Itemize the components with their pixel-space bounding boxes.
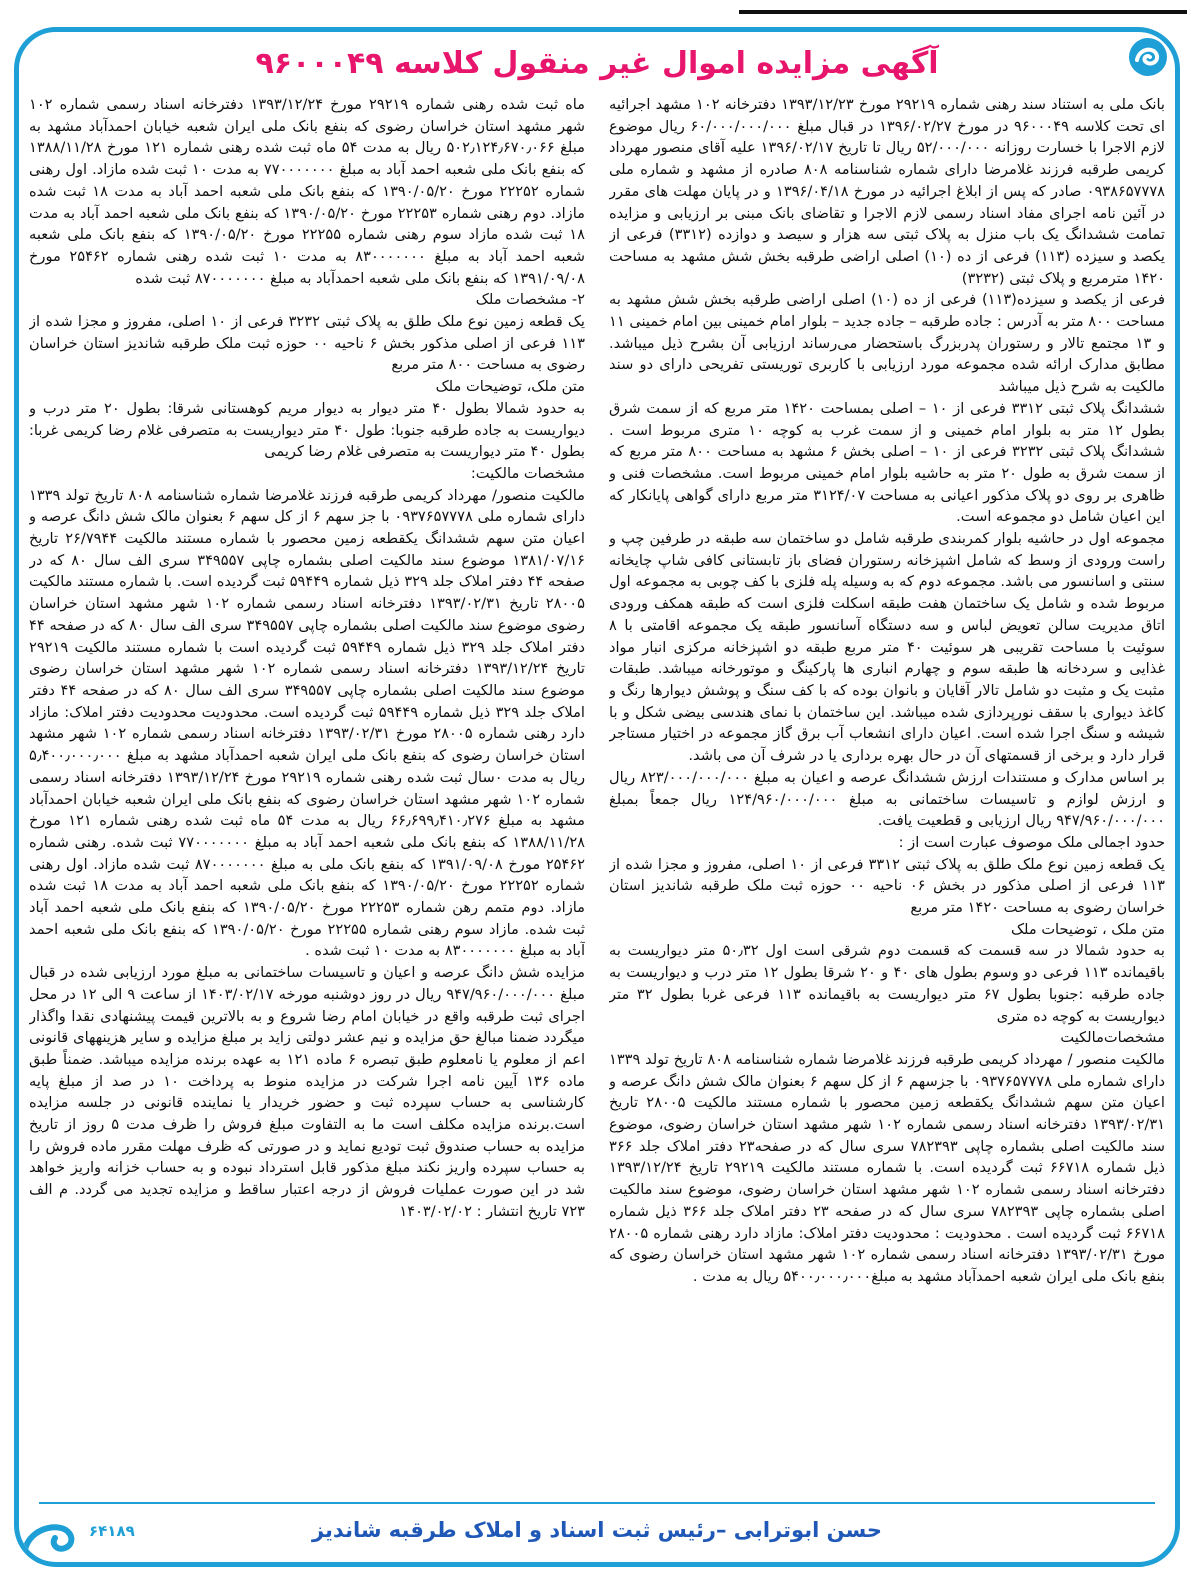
section-heading: مشخصات‌مالکیت xyxy=(1060,1029,1165,1047)
paragraph: ماه ثبت شده رهنی شماره ۲۹۲۱۹ مورخ ۱۳۹۳/۱۲/۲۴ دفترخانه اسناد رسمی شماره ۱۰۲ شهر مشهد استان خراسان رضوی که بنفع بانک ملی ایران شعبه خیابان احمدآباد مشهد به مبلغ ۵۰۲٫۱۲۴٫۶۷۰٫۰۶۶ ریال به مدت ۵۴ ماه ثبت شده رهنی شماره ۱۲۱ مورخ ۱۳۸۸/۱۱/۲۸ که بنفع بانک ملی شعبه احمد آباد به مبلغ ۷۷۰۰۰۰۰۰۰ به مدت ۱۰ ثبت شده مازاد. اول رهنی شماره ۲۲۲۵۲ مورخ ۱۳۹۰/۰۵/۲۰ که بنفع بانک ملی شعبه احمد آباد به مدت ۱۸ ثبت شده مازاد. دوم رهنی شماره ۲۲۲۵۳ مورخ ۱۳۹۰/۰۵/۲۰ که بنفع بانک ملی شعبه احمد آباد به مدت ۱۸ ثبت شده مازاد سوم رهنی شماره ۲۲۲۵۵ مورخ ۱۳۹۰/۰۵/۲۰ که بنفع بانک ملی شعبه شعبه احمد آباد به مبلغ ۸۳۰۰۰۰۰۰۰ به مدت ۱۰ ثبت شده رهنی شماره ۲۵۴۶۲ مورخ ۱۳۹۱/۰۹/۰۸ که بنفع بانک ملی شعبه احمدآباد به مبلغ ۸۷۰۰۰۰۰۰۰ ثبت شده xyxy=(29,96,585,287)
paragraph: یک قطعه زمین نوع ملک طلق به پلاک ثبتی ۳۲۳۲ فرعی از ۱۰ اصلی، مفروز و مجزا شده از ۱۱۳ فرعی از اصلی مذکور بخش ۶ ناحیه ۰۰ حوزه ثبت ملک طرقبه شاندیز استان خراسان رضوی به مساحت ۸۰۰ متر مربع xyxy=(29,313,585,374)
section-heading: مشخصات مالکیت: xyxy=(470,464,585,482)
paragraph: مالکیت منصور / مهرداد کریمی طرقبه فرزند غلامرضا شماره شناسنامه ۸۰۸ تاریخ تولد ۱۳۳۹ دارای شماره ملی ۰۹۳۷۶۵۷۷۷۸ با جزسهم ۶ از کل سهم ۶ بعنوان مالک شش دانگ عرصه و اعیان متن سهم ششدانگ یکقطعه زمین محصور با شماره مستند مالکیت ۲۸۰۰۵ تاریخ ۱۳۹۳/۰۲/۳۱ دفترخانه اسناد رسمی شماره ۱۰۲ شهر مشهد استان خراسان رضوی، موضوع سند مالکیت اصلی بشماره چاپی ۷۸۲۳۹۳ سری سال که در صفحه۲۳ دفتر املاک جلد ۳۶۶ ذیل شماره ۶۶۷۱۸ ثبت گردیده است. با شماره مستند مالکیت ۲۹۲۱۹ تاریخ ۱۳۹۳/۱۲/۲۴ دفترخانه اسناد رسمی شماره ۱۰۲ شهر مشهد استان خراسان رضوی، موضوع سند مالکیت اصلی بشماره چاپی ۷۸۲۳۹۳ سری سال که در صفحه ۲۳ دفتر املاک جلد ۳۶۶ ذیل شماره ۶۶۷۱۸ ثبت گردیده است . محدودیت : محدودیت دفتر املاک: مازاد دارد رهنی شماره ۲۸۰۰۵ مورخ ۱۳۹۳/۰۲/۳۱ دفترخانه اسناد رسمی شماره ۱۰۲ شهر مشهد استان خراسان رضوی که بنفع بانک ملی ایران شعبه احمدآباد مشهد به مبلغ۵۴۰۰٫۰۰۰٫۰۰۰ ریال به مدت . xyxy=(609,1050,1165,1285)
notice-body xyxy=(29,94,1165,1499)
paragraph: مجموعه اول در حاشیه بلوار کمربندی طرقبه شامل دو ساختمان سه طبقه در طرفین چپ و راست ورودی از وسط که شامل اشپزخانه رستوران فضای باز تابستانی کافی شاپ چایخانه سنتی و اسانسور می باشد. مجموعه دوم که به وسیله پله فلزی با کف چوبی به مجموعه اول مربوط شده و شامل یک ساختمان هفت طبقه اسکلت فلزی است که طبقه همکف ورودی اتاق مدیریت سالن تعویض لباس و سه دستگاه آسانسور طبقه یک مجموعه اقامتی با ۸ سوئیت با مساحت تقریبی هر سوئیت ۴۰ متر مربع طبقه دو اشپزخانه مرکزی انبار مواد غذایی و سردخانه ها طبقه سوم و چهارم انباری ها پارکینگ و موتورخانه میباشد. طبقات مثبت یک و مثبت دو شامل تالار آقایان و بانوان بوده که با کف سنگ و پوشش دیوارها رنگ و کاغذ دیواری با سقف نورپردازی شده میباشد. این ساختمان با نمای هندسی بیضی شکل و با شیشه و سنگ اجرا شده است. اعیان دارای انشعاب آب برق گاز مجموعه در اختیار مستاجر قرار دارد و برخی از قسمتهای آن در حال بهره برداری یا در شرف آن می باشد. xyxy=(609,530,1165,765)
paragraph: فرعی از یکصد و سیزده(۱۱۳) فرعی از ده (۱۰) اصلی اراضی طرقبه بخش شش مشهد به مساحت ۸۰۰ متر به آدرس : جاده طرقبه – جاده جدید – بلوار امام خمینی بین امام خمینی ۱۱ و ۱۳ مجتمع تالار و رستوران پدربزرگ باستحضار می‌رساند ارزیابی آن بشرح ذیل میباشد. مطابق مدارک ارائه شده مجموعه مورد ارزیابی با کاربری توریستی تفریحی دارای دو سند مالکیت به شرح ذیل میباشد xyxy=(609,291,1165,396)
section-heading: ۲- مشخصات ملک xyxy=(475,291,585,309)
paragraph: به حدود شمالا بطول ۴۰ متر دیوار به دیوار مریم کوهستانی شرقا: بطول ۲۰ متر درب و دیواریست به جاده طرقبه جنوبا: طول ۴۰ متر دیواریست به متصرفی غلام رضا کریمی غربا: بطول ۴۰ متر دیواریست به متصرفی غلام رضا کریمی xyxy=(29,399,585,461)
notice-frame xyxy=(14,27,1180,1567)
footer-rule xyxy=(39,1502,1155,1504)
paragraph: بانک ملی به استناد سند رهنی شماره ۲۹۲۱۹ مورخ ۱۳۹۳/۱۲/۲۳ دفترخانه ۱۰۲ مشهد اجرائیه ای تحت کلاسه ۹۶۰۰۰۴۹ در مورخ ۱۳۹۶/۰۲/۲۷ در قبال مبلغ ۶۰/۰۰۰/۰۰۰/۰۰۰ ریال موضوع لازم الاجرا با خسارت روزانه ۵۲/۰۰۰/۰۰۰ ریال تا تاریخ ۱۳۹۶/۰۲/۱۷ علیه آقای منصور مهرداد کریمی طرقبه فرزند غلامرضا دارای شماره شناسنامه ۸۰۸ صادره از مشهد و شماره ملی ۰۹۳۸۶۵۷۷۷۸ صادر که پس از ابلاغ اجرائیه در مورخ ۱۳۹۶/۰۴/۱۸ و در پایان مهلت های مقرر در آئین نامه اجرای مفاد اسناد رسمی لازم الاجرا و تقاضای بانک مبنی بر ارزیابی و مزایده تمامت ششدانگ یک باب منزل به پلاک ثبتی سه هزار و سیصد و دوازده (۳۳۱۲) فرعی از یکصد و سیزده (۱۱۳) فرعی از ده (۱۰) اصلی اراضی طرقبه بخش شش مشهد به مساحت ۱۴۲۰ مترمربع و پلاک ثبتی (۳۲۳۲) xyxy=(609,96,1165,287)
section-heading: متن ملک، توضیحات ملک xyxy=(435,378,585,396)
header-rule xyxy=(739,10,1187,14)
left-column xyxy=(29,94,585,1499)
paragraph: مزایده شش دانگ عرصه و اعیان و تاسیسات ساختمانی به مبلغ مورد ارزیابی شده در قبال مبلغ ۹۴۷/۹۶۰/۰۰۰/۰۰۰ ریال در روز دوشنبه مورخه ۱۴۰۳/۰۲/۱۷ از ساعت ۹ الی ۱۲ در محل اجرای ثبت طرقبه واقع در خیابان امام رضا شروع و به بالاترین قیمت پیشنهادی نقدا واگذار میگردد ضمنا مبالغ حق مزایده و نیم عشر دولتی زاید بر مبلغ مزایده و سایر هزینههای قانونی اعم از معلوم یا نامعلوم طبق تبصره ۶ ماده ۱۲۱ به عهده برنده مزایده میباشد. ضمناً طبق ماده ۱۳۶ آیین نامه اجرا شرکت در مزایده منوط به پرداخت ۱۰ در صد از مبلغ پایه کارشناسی به حساب سپرده ثبت و حضور خریدار یا نماینده قانونی در جلسه مزایده است.برنده مزایده مکلف است ما به التفاوت مبلغ فروش را ظرف مدت ۵ روز از تاریخ مزایده به حساب صندوق ثبت تودیع نماید و در صورتی که ظرف مهلت مقرر ماده فروش را به حساب سپرده واریز نکند مبلغ مذکور قابل استرداد نبوده و به حساب خزانه واریز خواهد شد در این صورت عملیات فروش از درجه اعتبار ساقط و مزایده تجدید می گردد. م الف ۷۲۳ تاریخ انتشار : ۱۴۰۳/۰۲/۰۲ xyxy=(29,964,585,1220)
section-heading: حدود اجمالی ملک موصوف عبارت است از : xyxy=(898,833,1165,851)
notice-title: آگهی مزایده اموال غیر منقول کلاسه ۹۶۰۰۰۴۹ xyxy=(255,46,939,81)
paragraph: ششدانگ پلاک ثبتی ۳۳۱۲ فرعی از ۱۰ – اصلی بمساحت ۱۴۲۰ متر مربع که از سمت شرق بطول ۱۲ متر به بلوار امام خمینی و از سمت غرب به کوچه ۱۰ متری مربوط است . ششدانگ پلاک ثبتی ۳۲۳۲ فرعی از ۱۰ – اصلی بخش ۶ مشهد به مساحت ۸۰۰ متر مربع که از سمت شرق به طول ۲۰ متر به حاشیه بلوار امام خمینی مربوط است. مشخصات فنی و ظاهری بر روی دو پلاک مذکور اعیانی به مساحت ۳۱۲۴/۰۷ متر مربع دارای گواهی پایانکار که این اعیان شامل دو مجموعه است. xyxy=(609,399,1165,526)
paragraph: یک قطعه زمین نوع ملک طلق به پلاک ثبتی ۳۳۱۲ فرعی از ۱۰ اصلی، مفروز و مجزا شده از ۱۱۳ فرعی از اصلی مذکور در بخش ۰۶ ناحیه ۰۰ حوزه ثبت ملک طرقبه شاندیز استان خراسان رضوی به مساحت ۱۴۲۰ متر مربع xyxy=(609,855,1165,917)
swirl-logo-icon xyxy=(21,1516,83,1562)
notice-code: ۶۴۱۸۹ xyxy=(89,1522,135,1540)
right-column xyxy=(609,94,1165,1499)
paragraph: مالکیت منصور/ مهرداد کریمی طرقبه فرزند غلامرضا شماره شناسنامه ۸۰۸ تاریخ تولد ۱۳۳۹ دارای شماره ملی ۰۹۳۷۶۵۷۷۷۸ با جز سهم ۶ از کل سهم ۶ بعنوان مالک شش دانگ عرصه و اعیان متن سهم ششدانگ یکقطعه زمین محصور با شماره مستند مالکیت ۲۶/۷۹۴۴ تاریخ ۱۳۸۱/۰۷/۱۶ موضوع سند مالکیت اصلی بشماره چاپی ۳۴۹۵۵۷ سری الف سال ۸۰ که در صفحه ۴۴ دفتر املاک جلد ۳۲۹ ذیل شماره ۵۹۴۴۹ ثبت گردیده است. با شماره مستند مالکیت ۲۸۰۰۵ تاریخ ۱۳۹۳/۰۲/۳۱ دفترخانه اسناد رسمی شماره ۱۰۲ شهر مشهد استان خراسان رضوی موضوع سند مالکیت اصلی بشماره چاپی ۳۴۹۵۵۷ سری الف سال ۸۰ که در صفحه ۴۴ دفتر املاک جلد ۳۲۹ ذیل شماره ۵۹۴۴۹ ثبت گردیده است با شماره مستند مالکیت ۲۹۲۱۹ تاریخ ۱۳۹۳/۱۲/۲۴ دفترخانه اسناد رسمی شماره ۱۰۲ شهر مشهد استان خراسان رضوی موضوع سند مالکیت اصلی بشماره چاپی ۳۴۹۵۵۷ سری الف سال ۸۰ که در صفحه ۴۴ دفتر املاک جلد ۳۲۹ ذیل شماره ۵۹۴۴۹ ثبت گردیده است. محدودیت محدودیت دفتر املاک: مازاد دارد رهنی شماره ۲۸۰۰۵ مورخ ۱۳۹۳/۰۲/۳۱ دفترخانه اسناد رسمی شماره ۱۰۲ شهر مشهد استان خراسان رضوی که بنفع بانک ملی ایران شعبه احمدآباد مشهد به مبلغ ۵٫۴۰۰٫۰۰۰٫۰۰۰ ریال به مدت ۰سال ثبت شده رهنی شماره ۲۹۲۱۹ مورخ ۱۳۹۳/۱۲/۲۴ دفترخانه اسناد رسمی شماره ۱۰۲ شهر مشهد استان خراسان رضوی که بنفع بانک ملی ایران شعبه خیابان احمدآباد مشهد به مبلغ ۶۶٫۶۹۹٫۴۱۰٫۲۷۶ ریال به مدت ۵۴ ماه ثبت شده رهنی شماره ۱۲۱ مورخ ۱۳۸۸/۱۱/۲۸ که بنفع بانک ملی شعبه احمد آباد به مبلغ ۷۷۰۰۰۰۰۰۰ ثبت شده. رهنی شماره ۲۵۴۶۲ مورخ ۱۳۹۱/۰۹/۰۸ که بنفع بانک ملی به مبلغ ۸۷۰۰۰۰۰۰۰ ثبت شده مازاد. اول رهنی شماره ۲۲۲۵۲ مورخ ۱۳۹۰/۰۵/۲۰ که بنفع بانک ملی شعبه احمد آباد به مدت ۱۸ ثبت شده مازاد. دوم متمم رهن شماره ۲۲۲۵۳ مورخ ۱۳۹۰/۰۵/۲۰ که بنفع بانک ملی شعبه احمد آباد ثبت شده. مازاد سوم رهنی شماره ۲۲۲۵۵ مورخ ۱۳۹۰/۰۵/۲۰ که بنفع بانک ملی شعبه احمد آباد به مبلغ ۸۳۰۰۰۰۰۰۰ به مدت ۱۰ ثبت شده . xyxy=(29,486,585,960)
paragraph: بر اساس مدارک و مستندات ارزش ششدانگ عرصه و اعیان به مبلغ ۸۲۳/۰۰۰/۰۰۰/۰۰۰ ریال و ارزش لوازم و تاسیسات ساختمانی به مبلغ ۱۲۴/۹۶۰/۰۰۰/۰۰۰ ریال جمعاً بمبلغ ۹۴۷/۹۶۰/۰۰۰/۰۰۰ ریال ارزیابی و قطعیت یافت. xyxy=(609,768,1165,830)
paragraph: به حدود شمالا در سه قسمت که قسمت دوم شرقی است اول ۵۰٫۳۲ متر دیواریست به باقیمانده ۱۱۳ فرعی دو وسوم بطول های ۴۰ و ۲۰ شرقا بطول ۱۲ متر درب و دیواریست به جاده طرقبه :جنوبا بطول ۶۷ متر دیواریست به باقیمانده ۱۱۳ فرعی غربا بطول ۳۲ متر دیواریست به کوچه ده متری xyxy=(609,942,1165,1025)
section-heading: متن ملک ، توضیحات ملک xyxy=(1010,920,1165,938)
signature-line: حسن ابوترابی –رئیس ثبت اسناد و املاک طرقبه شاندیز xyxy=(311,1518,883,1542)
